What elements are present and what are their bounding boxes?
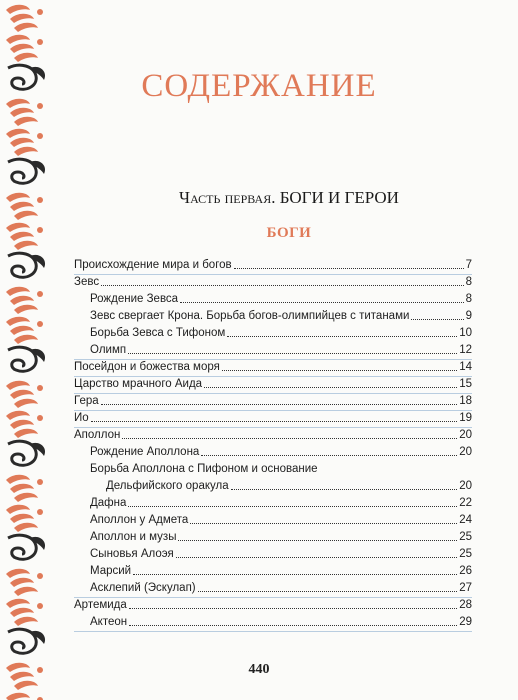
toc-entry: Рождение Аполлона 20 (90, 446, 472, 458)
page-number: 440 (248, 662, 270, 677)
toc-entry: Олимп 12 (90, 344, 472, 356)
toc-entry: Аполлон и музы 25 (90, 531, 472, 543)
toc-entry: Борьба Аполлона с Пифоном и основание (90, 463, 318, 475)
toc-entry: Царство мрачного Аида 15 (74, 378, 472, 390)
toc-entry: Дафна 22 (90, 497, 472, 509)
toc-entry: Дельфийского оракула 20 (106, 480, 472, 492)
toc-entry: Происхождение мира и богов 7 (74, 259, 472, 271)
toc-entry: Актеон 29 (90, 616, 472, 628)
toc-entry: Рождение Зевса 8 (90, 293, 472, 305)
page-title: СОДЕРЖАНИЕ (141, 68, 377, 104)
part-prefix: Часть первая. (179, 188, 276, 207)
part-title: БОГИ И ГЕРОИ (279, 188, 399, 207)
toc-entry: Борьба Зевса с Тифоном 10 (90, 327, 472, 339)
toc-entry: Посейдон и божества моря 14 (74, 361, 472, 373)
toc-entry: Аполлон 20 (74, 429, 472, 441)
toc-entry: Сыновья Алоэя 25 (90, 548, 472, 560)
toc-entry: Марсий 26 (90, 565, 472, 577)
toc-entry: Зевс 8 (74, 276, 472, 288)
toc-entry: Артемида 28 (74, 599, 472, 611)
toc-entry: Аполлон у Адмета 24 (90, 514, 472, 526)
toc-entry: Ио 19 (74, 412, 472, 424)
toc-entry: Зевс свергает Крона. Борьба богов-олимпийцев с титанами 9 (90, 310, 472, 322)
section-heading: БОГИ (266, 225, 312, 241)
toc-entry: Асклепий (Эскулап) 27 (90, 582, 472, 594)
toc-entry: Гера 18 (74, 395, 472, 407)
